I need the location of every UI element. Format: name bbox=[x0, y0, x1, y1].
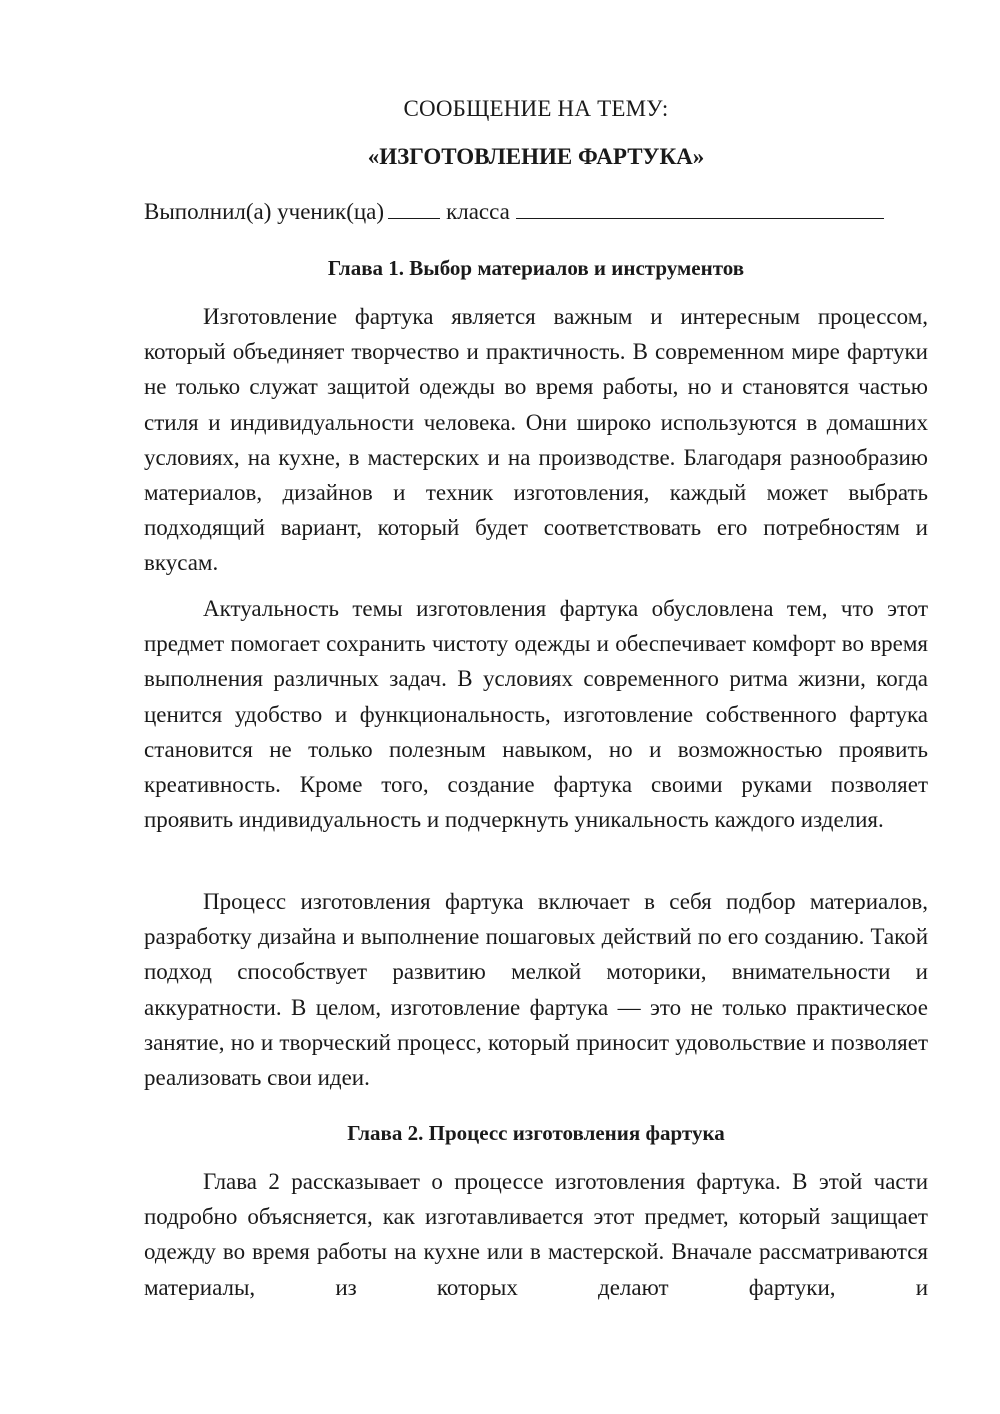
chapter-1-paragraph-3: Процесс изготовления фартука включает в себя подбор материалов, разработку дизайна и выполнение пошаговых действий по его созданию. Такой подход способствует развитию мелкой моторики, внимательности и аккуратности. В целом, изготовление фартука — это не только практическое занятие, но и творческий процесс, который приносит удовольствие и позволяет реализовать свои идеи. bbox=[144, 889, 928, 1091]
chapter-1-paragraph-1: Изготовление фартука является важным и интересным процессом, который объединяет творчество и практичность. В современном мире фартуки не только служат защитой одежды во время работы, но и становятся частью стиля и индивидуальности человека. Они широко используются в домашних условиях, на кухне, в мастерских и на производстве. Благодаря разнообразию материалов, дизайнов и техник изготовления, каждый может выбрать подходящий вариант, который будет соответствовать его потребностям и вкусам. bbox=[144, 304, 928, 576]
student-label: Выполнил(а) ученик(ца) bbox=[144, 199, 385, 224]
chapter-2-paragraph-1: Глава 2 рассказывает о процессе изготовления фартука. В этой части подробно объясняется, как изготавливается этот предмет, который защищает одежду во время работы на кухне или в мастерской. Вначале рассматриваются материалы, из которых делают фартуки, и bbox=[144, 1169, 928, 1300]
document-title-line-1: СООБЩЕНИЕ НА ТЕМУ: bbox=[403, 96, 669, 121]
chapter-1-paragraph-2: Актуальность темы изготовления фартука обусловлена тем, что этот предмет помогает сохранить чистоту одежды и обеспечивает комфорт во время выполнения различных задач. В условиях современного ритма жизни, когда ценится удобство и функциональность, изготовление собственного фартука становится не только полезным навыком, но и возможностью проявить креативность. Кроме того, создание фартука своими руками позволяет проявить индивидуальность и подчеркнуть уникальность каждого изделия. bbox=[144, 596, 928, 833]
grade-blank bbox=[388, 196, 440, 219]
name-blank bbox=[516, 196, 884, 219]
student-info-line bbox=[144, 196, 928, 228]
document-title-line-2: «ИЗГОТОВЛЕНИЕ ФАРТУКА» bbox=[367, 144, 705, 169]
class-label: класса bbox=[446, 199, 510, 224]
chapter-1-heading: Глава 1. Выбор материалов и инструментов bbox=[327, 256, 745, 280]
chapter-2-heading: Глава 2. Процесс изготовления фартука bbox=[347, 1121, 725, 1145]
